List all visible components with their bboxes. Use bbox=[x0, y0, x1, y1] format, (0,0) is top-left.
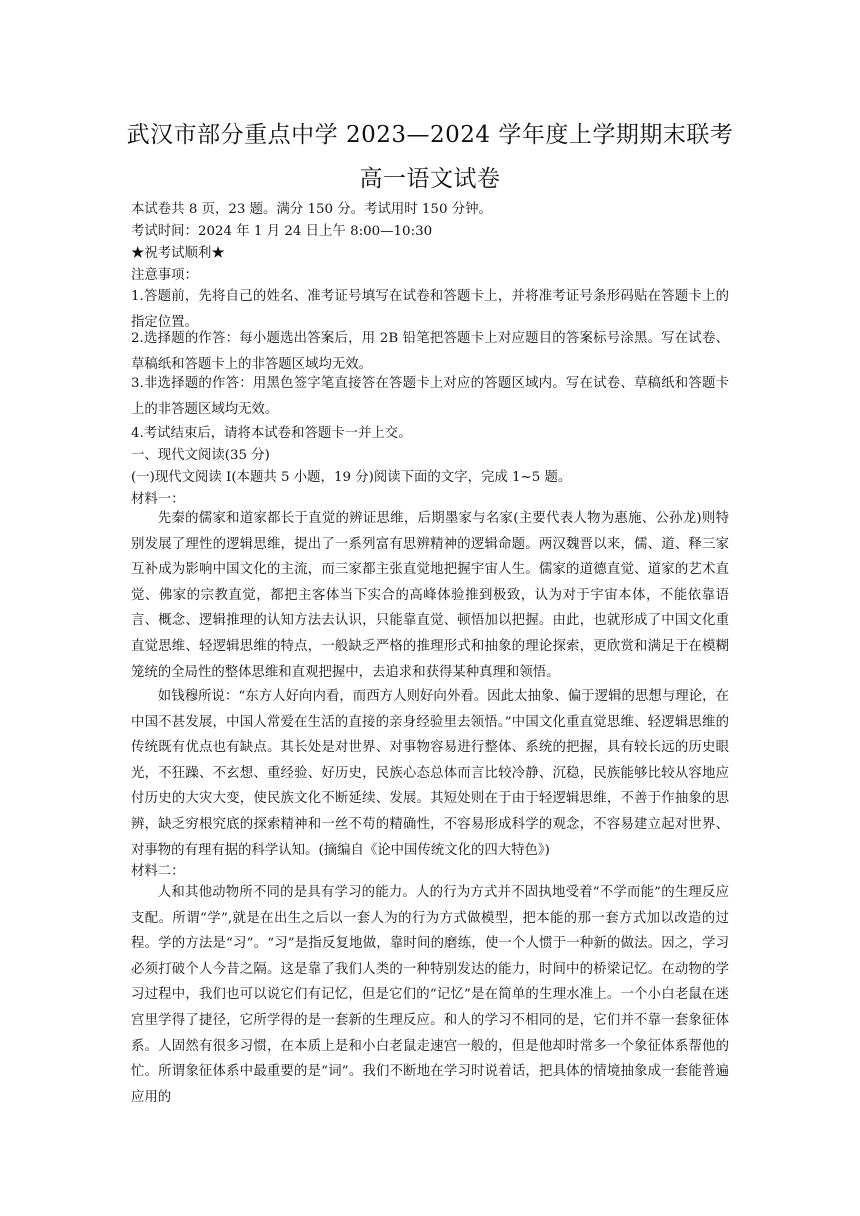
note-item-4: 4.考试结束后，请将本试卷和答题卡一并上交。 bbox=[131, 426, 412, 441]
section-subheading: (一)现代文阅读 I(本题共 5 小题，19 分)阅读下面的文字，完成 1~5 题。 bbox=[131, 470, 572, 485]
material-one-label: 材料一： bbox=[131, 492, 185, 507]
intro-pages-line: 本试卷共 8 页，23 题。满分 150 分。考试用时 150 分钟。 bbox=[131, 202, 492, 217]
note-item-2: 2.选择题的作答：每小题选出答案后，用 2B 铅笔把答题卡上对应题目的答案标号涂黑。写在试卷、草稿纸和答题卡上的非答题区域均无效。 bbox=[131, 331, 729, 372]
section-heading: 一、现代文阅读(35 分) bbox=[131, 448, 270, 463]
note-item-1: 1.答题前，先将自己的姓名、准考证号填写在试卷和答题卡上，并将准考证号条形码贴在答题卡上的指定位置。 bbox=[131, 289, 729, 330]
notes-title: 注意事项： bbox=[131, 268, 198, 283]
note-item-3: 3.非选择题的作答：用黑色签字笔直接答在答题卡上对应的答题区域内。写在试卷、草稿纸和答题卡上的非答题区域均无效。 bbox=[131, 376, 729, 417]
good-luck-line: ★祝考试顺利★ bbox=[131, 246, 225, 261]
exam-title: 武汉市部分重点中学 2023—2024 学年度上学期期末联考 bbox=[126, 122, 734, 148]
intro-time-line: 考试时间：2024 年 1 月 24 日上午 8:00—10:30 bbox=[131, 224, 433, 239]
material-two-label: 材料二： bbox=[131, 864, 185, 879]
material-one-paragraph-2: 如钱穆所说：“东方人好向内看，而西方人则好向外看。因此太抽象、偏于逻辑的思想与理论，在中国不甚发展，中国人常爱在生活的直接的亲身经验里去领悟。”中国文化重直觉思维、轻逻辑思维的传统既有优点也有缺点。其长处是对世界、对事物容易进行整体、系统的把握，具有较长远的历史眼光，不狂躁、不玄想、重经验、好历史，民族心态总体而言比较冷静、沉稳，民族能够比较从容地应付历史的大灾大变，使民族文化不断延续、发展。其短处则在于由于轻逻辑思维，不善于作抽象的思辨，缺乏穷根究底的探索精神和一丝不苟的精确性，不容易形成科学的观念，不容易建立起对世界、对事物的有理有据的科学认知。(摘编自《论中国传统文化的四大特色》) bbox=[131, 689, 729, 858]
exam-subtitle: 高一语文试卷 bbox=[359, 166, 501, 192]
material-one-paragraph-1: 先秦的儒家和道家都长于直觉的辨证思维，后期墨家与名家(主要代表人物为惠施、公孙龙)则特别发展了理性的逻辑思维，提出了一系列富有思辨精神的逻辑命题。两汉魏晋以来，儒、道、释三家互补成为影响中国文化的主流，而三家都主张直觉地把握宇宙人生。儒家的道德直觉、道家的艺术直觉、佛家的宗教直觉，都把主客体当下实合的高峰体验推到极致，认为对于宇宙本体，不能依靠语言、概念、逻辑推理的认知方法去认识，只能靠直觉、顿悟加以把握。由此，也就形成了中国文化重直觉思维、轻逻辑思维的特点，一般缺乏严格的推理形式和抽象的理论探索，更欣赏和满足于在模糊笼统的全局性的整体思维和直观把握中，去追求和获得某种真理和领悟。 bbox=[131, 511, 729, 680]
material-two-paragraph-1: 人和其他动物所不同的是具有学习的能力。人的行为方式并不固执地受着“不学而能”的生理反应支配。所谓“学”,就是在出生之后以一套人为的行为方式做模型，把本能的那一套方式加以改造的过程。学的方法是“习”。“习”是指反复地做，靠时间的磨练，使一个人惯于一种新的做法。因之，学习必须打破个人今昔之隔。这是靠了我们人类的一种特别发达的能力，时间中的桥梁记忆。在动物的学习过程中，我们也可以说它们有记忆，但是它们的“记忆”是在简单的生理水准上。一个小白老鼠在迷宫里学得了捷径，它所学得的是一套新的生理反应。和人的学习不相同的是，它们并不靠一套象征体系。人固然有很多习惯，在本质上是和小白老鼠走速宫一般的，但是他却时常多一个象征体系帮他的忙。所谓象征体系中最重要的是“词”。我们不断地在学习时说着话，把具体的情境抽象成一套能普遍应用的 bbox=[131, 885, 729, 1105]
